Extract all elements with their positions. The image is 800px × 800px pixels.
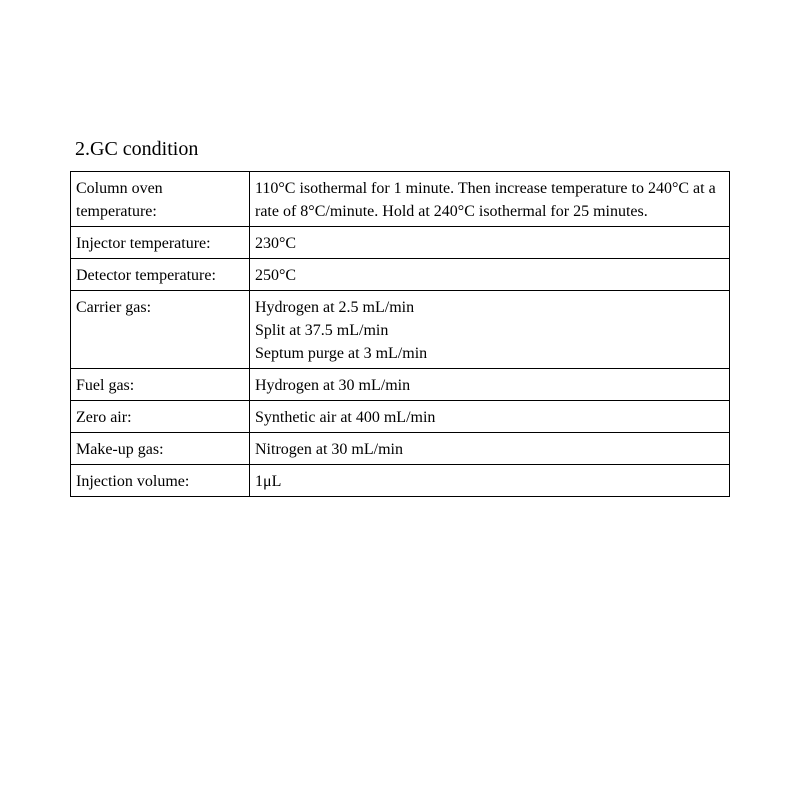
table-row-column-oven-temperature [71, 172, 730, 227]
carrier-gas-value [250, 291, 730, 369]
injector-temperature-value: 230°C [250, 227, 730, 259]
injector-temperature-label: Injector temperature: [71, 227, 250, 259]
carrier-gas-line-septum-purge: Septum purge at 3 mL/min [255, 345, 428, 362]
section-title: 2.GC condition [75, 138, 199, 160]
gc-condition-table [70, 171, 730, 497]
injection-volume-value: 1μL [250, 465, 730, 497]
carrier-gas-line-split: Split at 37.5 mL/min [255, 322, 389, 339]
carrier-gas-label: Carrier gas: [71, 291, 250, 369]
zero-air-value: Synthetic air at 400 mL/min [250, 401, 730, 433]
fuel-gas-value: Hydrogen at 30 mL/min [250, 369, 730, 401]
table-row-fuel-gas [71, 369, 730, 401]
make-up-gas-label: Make-up gas: [71, 433, 250, 465]
table-row-injection-volume [71, 465, 730, 497]
column-oven-temperature-label: Column oven temperature: [71, 172, 250, 227]
detector-temperature-value: 250°C [250, 259, 730, 291]
table-row-carrier-gas [71, 291, 730, 369]
table-row-zero-air [71, 401, 730, 433]
make-up-gas-value: Nitrogen at 30 mL/min [250, 433, 730, 465]
table-row-injector-temperature [71, 227, 730, 259]
column-oven-temperature-value [250, 172, 730, 227]
injection-volume-label: Injection volume: [71, 465, 250, 497]
fuel-gas-label: Fuel gas: [71, 369, 250, 401]
table-row-make-up-gas [71, 433, 730, 465]
detector-temperature-label: Detector temperature: [71, 259, 250, 291]
carrier-gas-line-hydrogen: Hydrogen at 2.5 mL/min [255, 299, 415, 316]
table-row-detector-temperature [71, 259, 730, 291]
column-oven-temperature-text: 110°C isothermal for 1 minute. Then increase temperature to 240°C at a rate of 8°C/minute. Hold at 240°C isothermal for 25 minutes. [255, 180, 716, 220]
zero-air-label: Zero air: [71, 401, 250, 433]
